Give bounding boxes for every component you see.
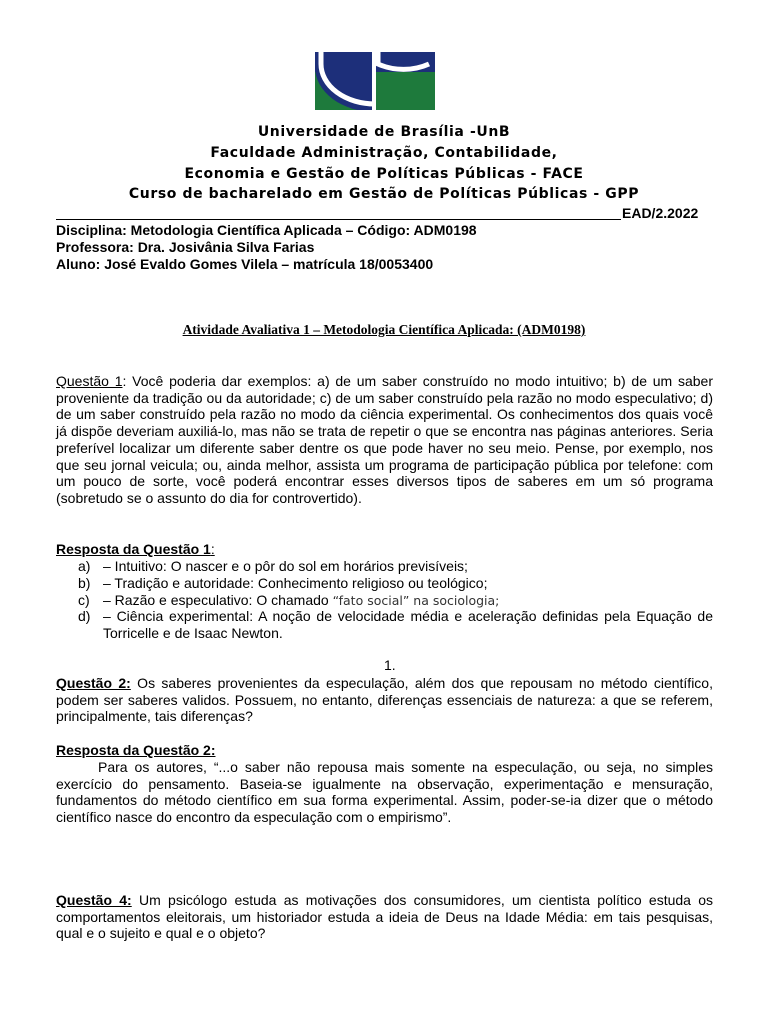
professor-line: Professora: Dra. Josivânia Silva Farias xyxy=(56,239,315,255)
answer-2-heading: Resposta da Questão 2: xyxy=(56,742,216,758)
course-name: Curso de bacharelado em Gestão de Políticas Públicas - GPP xyxy=(128,186,640,202)
answer-1-colon: : xyxy=(210,541,215,557)
faculty-name-cont: Economia e Gestão de Políticas Públicas - FACE xyxy=(184,166,584,182)
list-marker: b) xyxy=(78,575,91,591)
list-item-text: – Tradição e autoridade: Conhecimento religioso ou teológico; xyxy=(103,575,488,591)
header-rule xyxy=(56,219,621,220)
list-marker: d) xyxy=(78,608,91,624)
unb-logo xyxy=(315,52,435,110)
page-number: 1. xyxy=(384,657,396,673)
activity-title: Atividade Avaliativa 1 – Metodologia Científica Aplicada: (ADM0198) xyxy=(182,322,586,337)
list-item-quote: “fato social” na sociologia; xyxy=(332,593,500,608)
student-line: Aluno: José Evaldo Gomes Vilela – matrícula 18/0053400 xyxy=(56,256,434,272)
question-2-label: Questão 2: xyxy=(56,675,131,691)
list-item xyxy=(78,608,713,641)
question-4 xyxy=(56,892,713,942)
university-name: Universidade de Brasília -UnB xyxy=(257,124,511,140)
answer-1-heading xyxy=(56,541,215,557)
question-1-text: : Você poderia dar exemplos: a) de um saber construído no modo intuitivo; b) de um saber proveniente da tradição ou da autoridade; c) de um saber construído pela razão no modo especulativo; d) de um saber construído pela razão no modo da ciência experimental. Os conhecimentos dos quais você já dispõe deveriam auxiliá-lo, mas não se trata de repetir o que se encontra nas páginas anteriores. Seria preferível localizar um diferente saber dentre os que pode haver no seu meio. Pense, por exemplo, nos que seu jornal veicula; ou, ainda melhor, assista um programa de participação pública por telefone: com um pouco de sorte, você poderá encontrar esses diversos tipos de saberes em um só programa (sobretudo se o assunto do dia for controvertido). xyxy=(56,373,713,506)
answer-1-heading-text: Resposta da Questão 1 xyxy=(56,541,211,557)
question-4-text: Um psicólogo estuda as motivações dos consumidores, um cientista político estuda os comportamentos eleitorais, um historiador estuda a ideia de Deus na Idade Média: em tais pesquisas, qual e o sujeito e qual e o objeto? xyxy=(56,892,714,942)
question-2-text: Os saberes provenientes da especulação, além dos que repousam no método científico, podem ser saberes validos. Possuem, no entanto, diferenças essenciais de natureza: a que se referem, principalmente, tais diferenças? xyxy=(56,675,713,725)
list-item-text: – Intuitivo: O nascer e o pôr do sol em horários previsíveis; xyxy=(103,558,468,574)
question-4-label: Questão 4: xyxy=(56,892,132,908)
list-item-text: – Ciência experimental: A noção de velocidade média e aceleração definidas pela Equação de Torricelle e de Isaac Newton. xyxy=(103,608,713,641)
faculty-name: Faculdade Administração, Contabilidade, xyxy=(210,145,558,161)
list-item xyxy=(78,575,713,592)
list-item xyxy=(78,558,713,575)
semester-label: EAD/2.2022 xyxy=(622,205,699,221)
question-1-label: Questão 1 xyxy=(56,373,123,389)
answer-2-text: Para os autores, “...o saber não repousa mais somente na especulação, ou seja, no simples exercício do pensamento. Baseia-se igualmente na observação, experimentação e mensuração, fundamentos do método científico em sua forma experimental. Assim, poder-se-ia dizer que o método científico nasce do encontro da especulação com o empirismo”. xyxy=(56,759,713,826)
question-1 xyxy=(56,373,713,507)
discipline-line: Disciplina: Metodologia Científica Aplicada – Código: ADM0198 xyxy=(56,222,477,238)
list-item-text: – Razão e especulativo: O chamado xyxy=(103,592,333,608)
question-2 xyxy=(56,675,713,725)
list-marker: a) xyxy=(78,558,91,574)
list-marker: c) xyxy=(78,592,90,608)
